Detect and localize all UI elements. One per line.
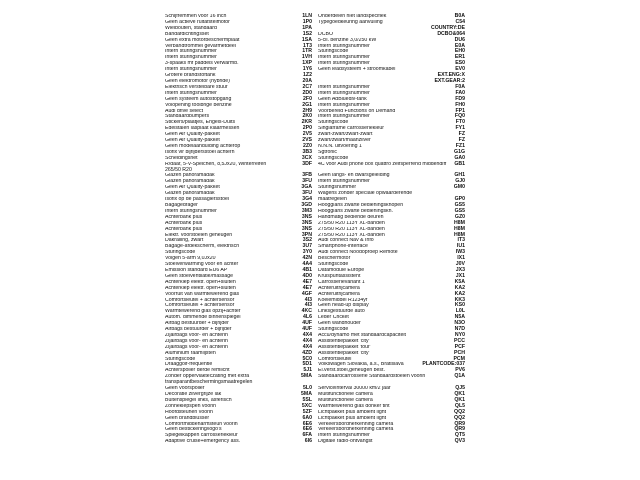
- option-code: 3FU: [302, 178, 312, 185]
- vehicle-code: FY1: [455, 125, 465, 132]
- option-code: 4X4: [302, 343, 312, 350]
- equipment-row: [0, 374, 640, 386]
- option-description: Wagens zonder speciale opwaarderende: [318, 191, 413, 197]
- option-description: Comfortsleutel: [318, 356, 352, 362]
- option-code: 4X4: [302, 331, 312, 338]
- vehicle-code: QV3: [454, 438, 465, 445]
- option-description: Intern sturingsnummer: [318, 43, 370, 49]
- equipment-description: Geen stoelventilatie/massage: [165, 273, 234, 279]
- vehicle-code: FP1: [455, 107, 465, 114]
- option-description: 275/50 R20 113Y XL-banden: [318, 226, 385, 232]
- equipment-description: Wielbouten, standaard: [165, 25, 217, 31]
- vehicle-code: Q1A: [454, 373, 465, 380]
- option-code: 1VH: [301, 54, 312, 61]
- vehicle-code: PCH: [454, 349, 465, 356]
- option-description: 275/50 R20 113Y XL-banden: [318, 232, 385, 238]
- option-code: 2D0: [302, 89, 312, 96]
- vehicle-code: COUNTRY:DE: [430, 24, 465, 31]
- vehicle-code: GS5: [454, 202, 465, 209]
- vehicle-code: IT3: [457, 237, 465, 244]
- option-code: 5ZF: [302, 408, 312, 415]
- option-code: 5D1: [302, 361, 312, 368]
- option-code: 3NS: [301, 225, 312, 232]
- option-code: 1T3: [303, 42, 312, 49]
- option-code: 4E7: [302, 284, 312, 291]
- option-code: 3B3: [302, 148, 312, 155]
- option-description: Beschermotor: [318, 256, 351, 262]
- option-code: 3G4: [302, 196, 312, 203]
- vehicle-code: DU6: [454, 36, 465, 43]
- option-code: 4L6: [303, 314, 312, 321]
- option-description: Linksgestuurde auto: [318, 309, 365, 315]
- vehicle-code: C54: [455, 18, 465, 25]
- option-code: 5MA: [301, 373, 312, 380]
- equipment-description: Standaardbumpers: [165, 114, 210, 120]
- option-description: Sturingscode: [318, 49, 349, 55]
- vehicle-code: QJ5: [455, 385, 465, 392]
- option-code: 4UF: [302, 326, 312, 333]
- option-code: 4KC: [301, 308, 312, 315]
- vehicle-code: JX1: [455, 272, 465, 279]
- option-code: 4I3: [304, 302, 312, 309]
- option-code: 3GD: [301, 202, 312, 209]
- option-code: 1TR: [302, 48, 312, 55]
- vehicle-code: FZ1: [455, 142, 465, 149]
- equipment-description: Glazen panoramadak: [165, 191, 215, 197]
- equipment-description: Airbags bestuurder + bijrijder: [165, 327, 232, 333]
- option-code: 6A0: [302, 414, 312, 421]
- option-code: 3Y0: [302, 249, 312, 256]
- option-code: 5C0: [302, 355, 312, 362]
- equipment-description: Achterklep elektr. open+sluiten: [165, 279, 236, 285]
- equipment-description: Hoofdsteunen voorin: [165, 409, 213, 415]
- option-code: 3U7: [302, 243, 312, 250]
- option-description: Sturingscode: [318, 327, 349, 333]
- vehicle-code: KS0: [454, 302, 465, 309]
- vehicle-code: QL5: [454, 402, 465, 409]
- option-code: 4GF: [301, 290, 312, 297]
- option-description: Intern sturingsnummer: [318, 84, 370, 90]
- equipment-description: Achterbank plus: [165, 226, 203, 232]
- option-description: Achteruitrijcamera: [318, 285, 360, 291]
- equipment-description: Intern sturingsnummer: [165, 208, 217, 214]
- option-code: 2G1: [302, 101, 312, 108]
- option-description: Volkswagen Slovakia, a.s., Bratislava: [318, 362, 404, 368]
- option-code: 6E6: [302, 426, 312, 433]
- option-code: 5J1: [303, 367, 312, 374]
- option-code: 3NS: [301, 213, 312, 220]
- option-code: 4X4: [302, 337, 312, 344]
- option-code: 1SA: [301, 36, 312, 43]
- option-description: Onderdelen niet landspecifiek: [318, 14, 387, 19]
- equipment-description: Intern sturingsnummer: [165, 49, 217, 55]
- equipment-description: Spiegelkappen carrosseriekleur: [165, 433, 238, 439]
- equipment-description: Draaggolf-frequentie: [165, 362, 213, 368]
- option-description: maatregelen: [318, 197, 347, 203]
- vehicle-code: G1G: [454, 148, 465, 155]
- equipment-description: Geen brandblusser: [165, 415, 210, 421]
- option-code: 4B1: [302, 266, 312, 273]
- option-code: 4ZD: [302, 349, 312, 356]
- vehicle-code: FZ: [458, 137, 465, 144]
- equipment-description: 3-spaaks mf paddels verwarmb.: [165, 61, 239, 67]
- vehicle-code: FD9: [455, 95, 465, 102]
- vehicle-code: K5A: [454, 278, 465, 285]
- vehicle-code: FT0: [455, 119, 465, 126]
- option-description: Serviceinterval 30000 km/2 jaar: [318, 386, 391, 392]
- option-code: 5MA: [301, 391, 312, 398]
- vehicle-code: GZ0: [454, 213, 465, 220]
- equipment-description: Audi drive select: [165, 108, 204, 114]
- equipment-description: Bandafdichtingsset: [165, 31, 209, 37]
- vehicle-code: H8M: [454, 231, 465, 238]
- option-code: 3M3: [301, 207, 312, 214]
- vehicle-code: KK3: [454, 296, 465, 303]
- option-code: 2KR: [301, 119, 312, 126]
- vehicle-code: ES0: [455, 60, 465, 67]
- vehicle-code: E0A: [454, 42, 465, 49]
- vehicle-code: IX1: [457, 255, 465, 262]
- option-description: Leder Cricket: [318, 315, 349, 321]
- vehicle-code: FZ: [458, 131, 465, 138]
- equipment-description: Geen voorspoiler: [165, 386, 205, 392]
- option-description: Verkeersbordherkenning camera: [318, 421, 394, 427]
- vehicle-code: QQ2: [454, 414, 465, 421]
- option-description: Intern sturingsnummer: [318, 179, 370, 185]
- option-code: 3NS: [301, 219, 312, 226]
- equipment-description: Autom. dimmende binnenspiegel: [165, 315, 241, 321]
- option-description: Digitale radio-ontvangst: [318, 439, 373, 445]
- vehicle-code: KA2: [454, 290, 465, 297]
- option-description: Multifunctionele camera: [318, 397, 373, 403]
- option-description: DCBO: [318, 31, 333, 37]
- option-description: Lichtpakket plus ambient light: [318, 415, 387, 421]
- option-code: 1Z2: [303, 72, 312, 79]
- equipment-description: Comfortsleutel + achtersensor: [165, 297, 235, 303]
- vehicle-code: QR9: [454, 420, 465, 427]
- option-description: Lichtpakket plus ambient light: [318, 409, 387, 415]
- equipment-description: Geen elektromotor (hybride): [165, 78, 230, 84]
- option-code: 6E6: [302, 420, 312, 427]
- equipment-description: Schijfremmen voor 16 inch: [165, 14, 227, 19]
- equipment-description: Zijairbags voor- en achterin: [165, 332, 228, 338]
- vehicle-code: N5A: [454, 314, 465, 321]
- option-description: Sturingscode: [318, 120, 349, 126]
- vehicle-code: PCC: [454, 337, 465, 344]
- vehicle-code: FQ0: [454, 113, 465, 120]
- equipment-description: Geen actieve ruitafstelmotor: [165, 19, 230, 25]
- equipment-description: Geen Air Quality-pakket: [165, 138, 220, 144]
- option-description: Multifunctionele camera: [318, 392, 373, 398]
- equipment-description: Geen extra motorbeschermplaat: [165, 37, 240, 43]
- vehicle-code: QK1: [454, 391, 465, 398]
- equipment-row: [0, 439, 640, 445]
- option-code: 2Z0: [303, 142, 312, 149]
- equipment-description: Adaptive cruise+emergency ass.: [165, 439, 241, 445]
- equipment-description: Aluminium raamlijsten: [165, 350, 216, 356]
- vehicle-code: QR9: [454, 426, 465, 433]
- option-code: 2C7: [302, 83, 312, 90]
- option-description: Kruispuntassistent: [318, 273, 361, 279]
- option-code: 3S2: [302, 237, 312, 244]
- option-code: 3FB: [302, 172, 312, 179]
- vehicle-code: QT5: [454, 432, 465, 439]
- equipment-description: Decoratie zilvergrijze lak: [165, 392, 222, 398]
- equipment-description: Elektr. voorstoelen geheugen: [165, 232, 233, 238]
- option-code: 3DF: [302, 160, 312, 167]
- option-code: 1P0: [302, 18, 312, 25]
- vehicle-code: PV6: [455, 367, 465, 374]
- equipment-description: Bagage-afdekscherm, elektrisch: [165, 244, 240, 250]
- option-description: zwart/zwart/maanzilver: [318, 138, 371, 144]
- option-description: Audi connect Noodoproep Remote: [318, 250, 398, 256]
- option-description: Intern sturingsnummer: [318, 55, 370, 61]
- vehicle-code: H8M: [454, 225, 465, 232]
- equipment-description: Geen bestickering/logo's: [165, 427, 222, 433]
- option-description: Geen head-up display: [318, 303, 369, 309]
- option-code: 6I6: [304, 438, 312, 445]
- option-description: Handmatig bediende deuren: [318, 214, 384, 220]
- option-description: Assistentiepakket 'city': [318, 350, 370, 356]
- option-description: Hoogglans zwarte bedieningskn.: [318, 208, 393, 214]
- option-description: Audi connect Nav & Info: [318, 238, 374, 244]
- option-description: Sturingsnummer: [318, 185, 357, 191]
- option-description: 4C voor Audi phone box quattro zelfsperrend middendiff: [318, 161, 447, 167]
- option-description: zwart-zwart/zwart-zwart: [318, 132, 373, 138]
- option-code: 1Y6: [302, 66, 312, 73]
- equipment-description: Volgen 5-arm 9,0Jx20: [165, 256, 216, 262]
- option-code: 2H9: [302, 107, 312, 114]
- option-description: Koelemiddel R1234yf: [318, 297, 368, 303]
- option-description: Sturingscode: [318, 155, 349, 161]
- option-code: 2K0: [302, 113, 312, 120]
- equipment-description: Comfortmiddenarmsteun voorin: [165, 421, 238, 427]
- option-description: Intern sturingsnummer: [318, 114, 370, 120]
- vehicle-code: PLANTCODE:037: [422, 361, 465, 368]
- equipment-description: Comfortsleutel + achtersensor: [165, 303, 235, 309]
- option-description: Sturingscode: [318, 262, 349, 268]
- vehicle-code: GA0: [454, 154, 465, 161]
- vehicle-code: J0V: [455, 261, 465, 268]
- option-description: Intern sturingsnummer: [318, 433, 370, 439]
- option-code: 4I3: [304, 296, 312, 303]
- vehicle-code: GH1: [454, 172, 465, 179]
- option-code: 1S2: [302, 30, 312, 37]
- option-code: 1PA: [302, 24, 312, 31]
- option-code: 42N: [302, 255, 312, 262]
- equipment-description: Dakrailing, zwart: [165, 238, 204, 244]
- equipment-description: Sturingscode: [165, 356, 196, 362]
- option-description: Typegoedkeuring aanvulling: [318, 19, 383, 25]
- vehicle-code: GB1: [454, 160, 465, 167]
- equipment-description: Airbag bestuurder + bijrijder: [165, 321, 229, 327]
- vehicle-code: IU1: [456, 243, 465, 250]
- option-code: 4E7: [302, 278, 312, 285]
- vehicle-code: GM0: [453, 184, 465, 191]
- equipment-description: Zonneklepspen voorin: [165, 403, 217, 409]
- equipment-description: Achterspoiler derde remlicht: [165, 368, 230, 374]
- option-code: 2P0: [302, 125, 312, 132]
- option-description: Warmtewerend glas donker tint: [318, 403, 390, 409]
- option-description: Achteruitrijcamera: [318, 291, 360, 297]
- vehicle-code: H8M: [454, 219, 465, 226]
- equipment-description: Zonder opperviakteczating met extra transparantbeschermingsmaatregelen: [165, 374, 253, 386]
- equipment-description: Scheidingsnet: [165, 155, 198, 161]
- option-description: Smartphone-interface: [318, 244, 368, 250]
- equipment-description: Isofix op de passagiersstoel: [165, 197, 230, 203]
- option-description: Datamodule Europe: [318, 267, 365, 273]
- equipment-row: [0, 162, 640, 174]
- vehicle-code: FH0: [455, 101, 465, 108]
- option-code: 1LN: [302, 13, 312, 19]
- option-description: Intern sturingsnummer: [318, 102, 370, 108]
- option-description: 5-cil. benzine 3,0/250 kW: [318, 37, 377, 43]
- equipment-description: Elektrisch verstelbare stuur: [165, 84, 228, 90]
- option-code: 1XP: [302, 60, 312, 67]
- vehicle-code: EXT.GEAR:2: [434, 77, 465, 84]
- option-description: 275/50 R20 113Y XL-banden: [318, 220, 385, 226]
- option-description: Geen AdBluediv-tank: [318, 96, 367, 102]
- equipment-description: Achterbank plus: [165, 220, 203, 226]
- equipment-code-list: [0, 14, 640, 445]
- equipment-description: Zijairbags voor- en achterin: [165, 344, 228, 350]
- vehicle-code: L0L: [455, 308, 465, 315]
- equipment-description: Edelstalen lasplaat klaarmessen: [165, 126, 240, 132]
- option-description: Assistentiepakket 'tour': [318, 344, 371, 350]
- option-description: Singlaframe carrosseriekleur: [318, 126, 385, 132]
- equipment-description: Geen Air Quality-pakket: [165, 185, 220, 191]
- vehicle-code: NY0: [454, 331, 465, 338]
- vehicle-code: EXT.ENG:X: [437, 72, 465, 79]
- vehicle-code: EV0: [455, 66, 465, 73]
- equipment-description: Intern sturingsnummer: [165, 67, 217, 73]
- equipment-description: Buitenspiegel links, asferisch: [165, 397, 232, 403]
- option-description: Hoogglans zwarte bedieningsknopen: [318, 203, 404, 209]
- equipment-description: Stoelverwarming voor en achter: [165, 262, 239, 268]
- vehicle-code: F0A: [455, 83, 465, 90]
- option-description: Intern sturingsnummer: [318, 61, 370, 67]
- equipment-description: Stickers/plaatjes, Engels-Duits: [165, 120, 236, 126]
- vehicle-code: KA2: [454, 284, 465, 291]
- option-description: Assistentiepakket 'city': [318, 338, 370, 344]
- equipment-description: Grotere brandstoftank: [165, 73, 216, 79]
- vehicle-code: JX3: [455, 266, 465, 273]
- option-code: 5L0: [303, 385, 312, 392]
- equipment-description: Bagagedrager: [165, 203, 198, 209]
- option-code: 4D0: [302, 272, 312, 279]
- option-code: 6FA: [302, 432, 312, 439]
- option-code: 3FU: [302, 190, 312, 197]
- option-code: 2VS: [302, 137, 312, 144]
- option-code: 3PN: [301, 231, 312, 238]
- option-description: Verkeersbordherkenning camera: [318, 427, 394, 433]
- equipment-description: Voorruit van warmtewerend glas: [165, 291, 240, 297]
- equipment-description: R/daar, 5-V-Speichen, 8,5Jx20, Winterreifen 265/50 R20: [165, 161, 267, 173]
- option-description: Geen wandhouder: [318, 321, 361, 327]
- equipment-description: Warmtewerend glas opzij+achter: [165, 309, 241, 315]
- vehicle-code: FA0: [455, 89, 465, 96]
- option-code: 3CX: [301, 154, 312, 161]
- option-description: Accu/dynamo met standaardcapaciteit: [318, 332, 406, 338]
- vehicle-code: GJ0: [455, 178, 465, 185]
- equipment-description: Geen Air Quality-pakket: [165, 132, 220, 138]
- option-code: 20A: [302, 77, 312, 84]
- vehicle-code: QK1: [454, 396, 465, 403]
- vehicle-code: N7D: [454, 326, 465, 333]
- vehicle-code: ER1: [454, 54, 465, 61]
- equipment-description: Glazen panoramadak: [165, 173, 215, 179]
- vehicle-code: EH0: [454, 48, 465, 55]
- vehicle-code: B0A: [454, 13, 465, 19]
- equipment-description: Glazen panoramadak: [165, 179, 215, 185]
- vehicle-code: DCBO&064: [437, 30, 465, 37]
- equipment-description: Intern sturingsnummer: [165, 90, 217, 96]
- vehicle-code: N3O: [454, 320, 465, 327]
- option-description: Geen leadsysteem + stroomkabel: [318, 67, 396, 73]
- vehicle-code: GP0: [454, 196, 465, 203]
- equipment-description: Geen modelaanduiding achterop: [165, 143, 241, 149]
- equipment-description: Volopening toolbrige benzine: [165, 102, 232, 108]
- equipment-description: Achterbank plus: [165, 214, 203, 220]
- option-description: N.N.N. uitvoering 1: [318, 143, 362, 149]
- option-description: Sgtronic: [318, 149, 338, 155]
- vehicle-code: IW3: [455, 249, 465, 256]
- option-description: Intern sturingsnummer: [318, 90, 370, 96]
- option-code: 5SL: [302, 396, 312, 403]
- option-code: 5XC: [301, 402, 312, 409]
- option-description: Carrosserievariant 1: [318, 279, 365, 285]
- option-code: 3GA: [301, 184, 312, 191]
- vehicle-code: PCM: [453, 355, 465, 362]
- option-code: 4UF: [302, 320, 312, 327]
- option-code: 4A4: [302, 261, 312, 268]
- option-code: 2V5: [302, 131, 312, 138]
- option-description: Geen langs- en dwarsgeleiding: [318, 173, 390, 179]
- option-description: Standaardcarrosserie Standaardstoelen voorin: [318, 374, 426, 380]
- vehicle-code: PCF: [454, 343, 465, 350]
- option-description: Voorbereid Functions on Demand: [318, 108, 396, 114]
- equipment-description: Achterklep elektr. open+sluiten: [165, 285, 236, 291]
- equipment-description: Sturingscode: [165, 250, 196, 256]
- option-description: El.verst.stoel,geheugen best.: [318, 368, 385, 374]
- equipment-description: Verbandtrommel gevarmetdeel: [165, 43, 236, 49]
- vehicle-code: GS5: [454, 207, 465, 214]
- option-code: 2F0: [303, 95, 312, 102]
- equipment-description: Intern sturingsnummer: [165, 55, 217, 61]
- vehicle-code: QQ2: [454, 408, 465, 415]
- equipment-description: Isofix vir bijrijdersstoel achtern: [165, 149, 235, 155]
- equipment-description: Emission standard EU6 AP: [165, 267, 228, 273]
- equipment-description: Geen systeem autostopgang: [165, 96, 232, 102]
- equipment-description: Zijairbags voor- en achterin: [165, 338, 228, 344]
